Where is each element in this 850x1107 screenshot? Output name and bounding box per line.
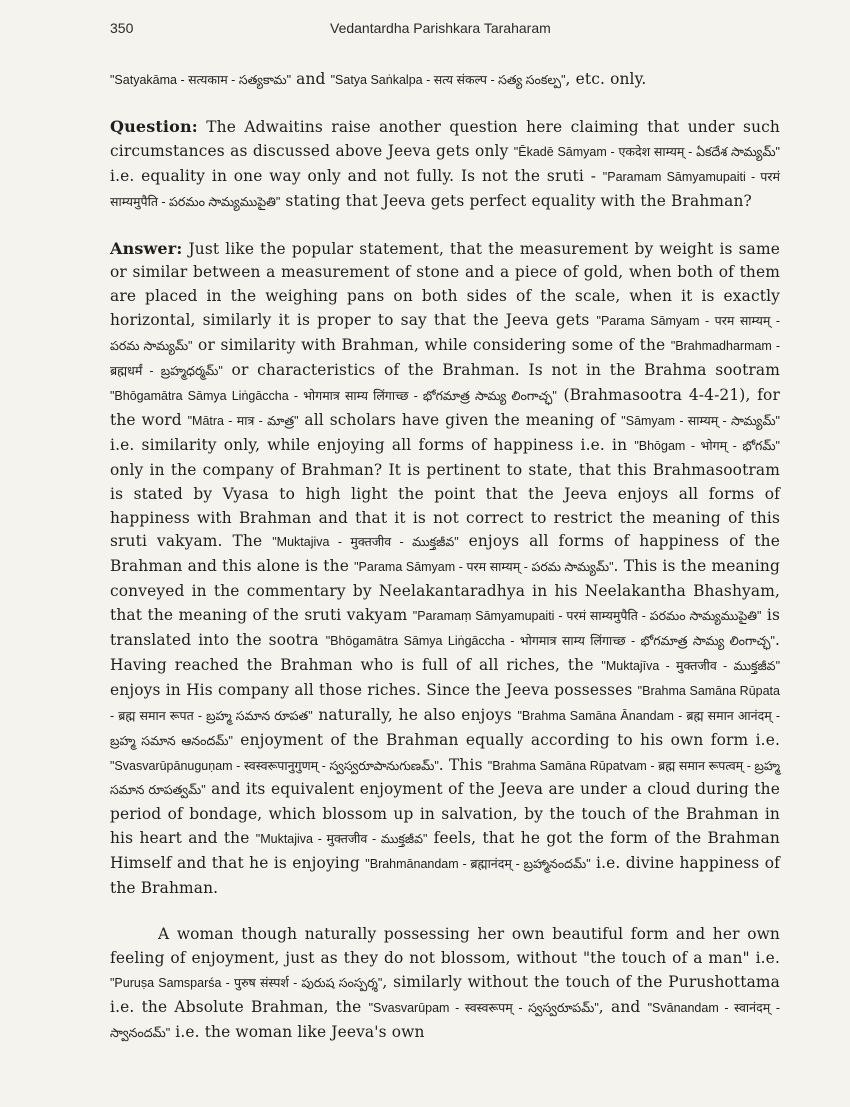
text-run: naturally, he also enjoys: [312, 705, 518, 724]
text-run: , and: [598, 997, 648, 1016]
text-run: enjoys in His company all those riches. Since the Jeeva possesses: [110, 680, 638, 699]
term: "Brahma Samāna Ānandam - ब्रह्म समान आनंदम् - బ్రహ్మ సమాన ఆనందమ్": [110, 708, 780, 748]
text-run: enjoys all forms of happiness of the Brahman and this alone is the: [110, 532, 780, 576]
term: "Bhōgamātra Sāmya Liṅgāccha - भोगमात्र साम्य लिंगाच्छ - భోగమాత్ర సామ్య లింగాచ్ఛ": [325, 634, 775, 649]
paragraph-intro: [110, 68, 780, 93]
page-body: [110, 68, 780, 1046]
term: "Puruṣa Samsparśa - पुरुष संस्पर्श - పురుష సంస్పర్శ": [110, 975, 383, 990]
term: "Brahmadharmam - ब्रह्मधर्मं - బ్రహ్మధర్మమ్": [110, 339, 780, 379]
term: "Svasvarūpānuguṇam - स्वस्वरूपानुगुणम् - స్వస్వరూపానుగుణమ్": [110, 758, 439, 773]
term: "Paramam Sāmyamupaiti - परमं साम्यमुपैति - పరమం సామ్యముపైతి": [110, 169, 780, 209]
text-run: The Adwaitins raise another question here claiming that under such circumstances as discussed above Jeeva gets only: [110, 117, 780, 160]
term: "Ēkadē Sāmyam - एकदेश साम्यम् - ఏకదేశ సామ్యమ్": [513, 144, 780, 159]
page-number: 350: [110, 20, 134, 36]
text-run: (Brahmasootra 4-4-21), for the word: [110, 385, 780, 429]
term: "Bhōgam - भोगम् - భోగమ్": [634, 438, 780, 453]
term: "Paramaṃ Sāmyamupaiti - परमं साम्यमुपैति - పరమం సామ్యముపైతి": [412, 609, 762, 624]
term: "Svasvarūpam - स्वस्वरूपम् - స్వస్వరూపమ్": [368, 1000, 599, 1015]
text-run: and: [291, 70, 331, 88]
term: "Muktajīva - मुक्तजीव - ముక్తజీవ": [601, 658, 781, 673]
text-run: feels, that he got the form of the Brahman Himself and that he is enjoying: [110, 829, 780, 873]
text-run: i.e. similarity only, while enjoying all forms of happiness i.e. in: [110, 435, 635, 454]
term: "Mātra - मात्र - మాత్ర": [187, 413, 299, 428]
paragraph-answer: [110, 237, 780, 901]
text-run: stating that Jeeva gets perfect equality with the Brahman?: [280, 191, 752, 210]
term: "Muktajiva - मुक्तजीव - ముక్తజీవ": [272, 535, 459, 550]
term: "Satya Saṅkalpa - सत्य संकल्प - సత్య సంకల్ప": [330, 73, 566, 87]
text-run: . This: [438, 755, 488, 774]
answer-label: Answer:: [110, 238, 183, 258]
text-run: i.e. equality in one way only and not fully. Is not the sruti -: [110, 166, 603, 185]
text-run: or similarity with Brahman, while considering some of the: [192, 336, 671, 355]
term: "Brahmānandam - ब्रह्मानंदम् - బ్రహ్మానందమ్": [365, 857, 591, 872]
text-run: A woman though naturally possessing her own beautiful form and her own feeling of enjoyment, just as they do not blossom, without "the touch of a man" i.e.: [110, 925, 780, 967]
term: "Bhōgamātra Sāmya Liṅgāccha - भोगमात्र साम्य लिंगाच्छ - భోగమాత్ర సామ్య లింగాచ్ఛ": [110, 388, 557, 403]
term: "Brahma Samāna Rūpatvam - ब्रह्म समान रूपत्वम् - బ్రహ్మ సమాన రూపత్వమ్": [110, 758, 780, 798]
text-run: or characteristics of the Brahman. Is not in the Brahma sootram: [222, 361, 781, 380]
text-run: only in the company of Brahman? It is pertinent to state, that this Brahmasootram is stated by Vyasa to high light the point that the Jeeva enjoys all forms of happiness with Brahman and that it is not correct to restrict the meaning of this sruti vakyam. The: [110, 460, 780, 551]
term: "Brahma Samāna Rūpata - ब्रह्म समान रूपत - బ్రహ్మ సమాన రూపత": [110, 683, 780, 723]
text-run: and its equivalent enjoyment of the Jeeva are under a cloud during the period of bondage, which blossom up in salvation, by the touch of the Brahman in his heart and the: [110, 780, 780, 848]
text-run: Just like the popular statement, that the measurement by weight is same or similar between a measurement of stone and a piece of gold, when both of them are placed in the weighing pans on both sides of the scale, when it is exactly horizontal, similarly it is proper to say that the Jeeva gets: [110, 239, 780, 330]
text-run: . Having reached the Brahman who is full of all riches, the: [110, 631, 780, 674]
text-run: . This is the meaning conveyed in the commentary by Neelakantaradhya in his Neelakantha Bhashyam, that the meaning of the sruti vakyam: [110, 557, 780, 625]
text-run: is translated into the sootra: [110, 606, 780, 650]
text-run: all scholars have given the meaning of: [298, 410, 622, 429]
paragraph-woman-analogy: [110, 923, 780, 1046]
text-run: enjoyment of the Brahman equally according to his own form i.e.: [232, 730, 781, 749]
term: "Parama Sāmyam - परम साम्यम् - పరమ సామ్యమ్": [110, 314, 780, 354]
text-run: i.e. the woman like Jeeva's own: [170, 1022, 425, 1041]
running-title: Vedantardha Parishkara Taraharam: [330, 20, 551, 36]
text-run: i.e. divine happiness of the Brahman.: [110, 854, 780, 898]
text-run: , similarly without the touch of the Purushottama i.e. the Absolute Brahman, the: [110, 972, 780, 1016]
term: "Sāmyam - साम्यम् - సామ్యమ్": [621, 413, 780, 428]
term: "Svānandam - स्वानंदम् - స్వానందమ్": [110, 1000, 780, 1040]
paragraph-question: [110, 115, 780, 215]
text-run: , etc. only.: [565, 70, 647, 88]
term: "Parama Sāmyam - परम साम्यम् - పరమ సామ్యమ్": [354, 560, 614, 575]
term: "Satyakāma - सत्यकाम - సత్యకామ": [110, 73, 292, 87]
term: "Muktajiva - मुक्तजीव - ముక్తజీవ": [255, 832, 428, 847]
question-label: Question:: [110, 116, 198, 136]
